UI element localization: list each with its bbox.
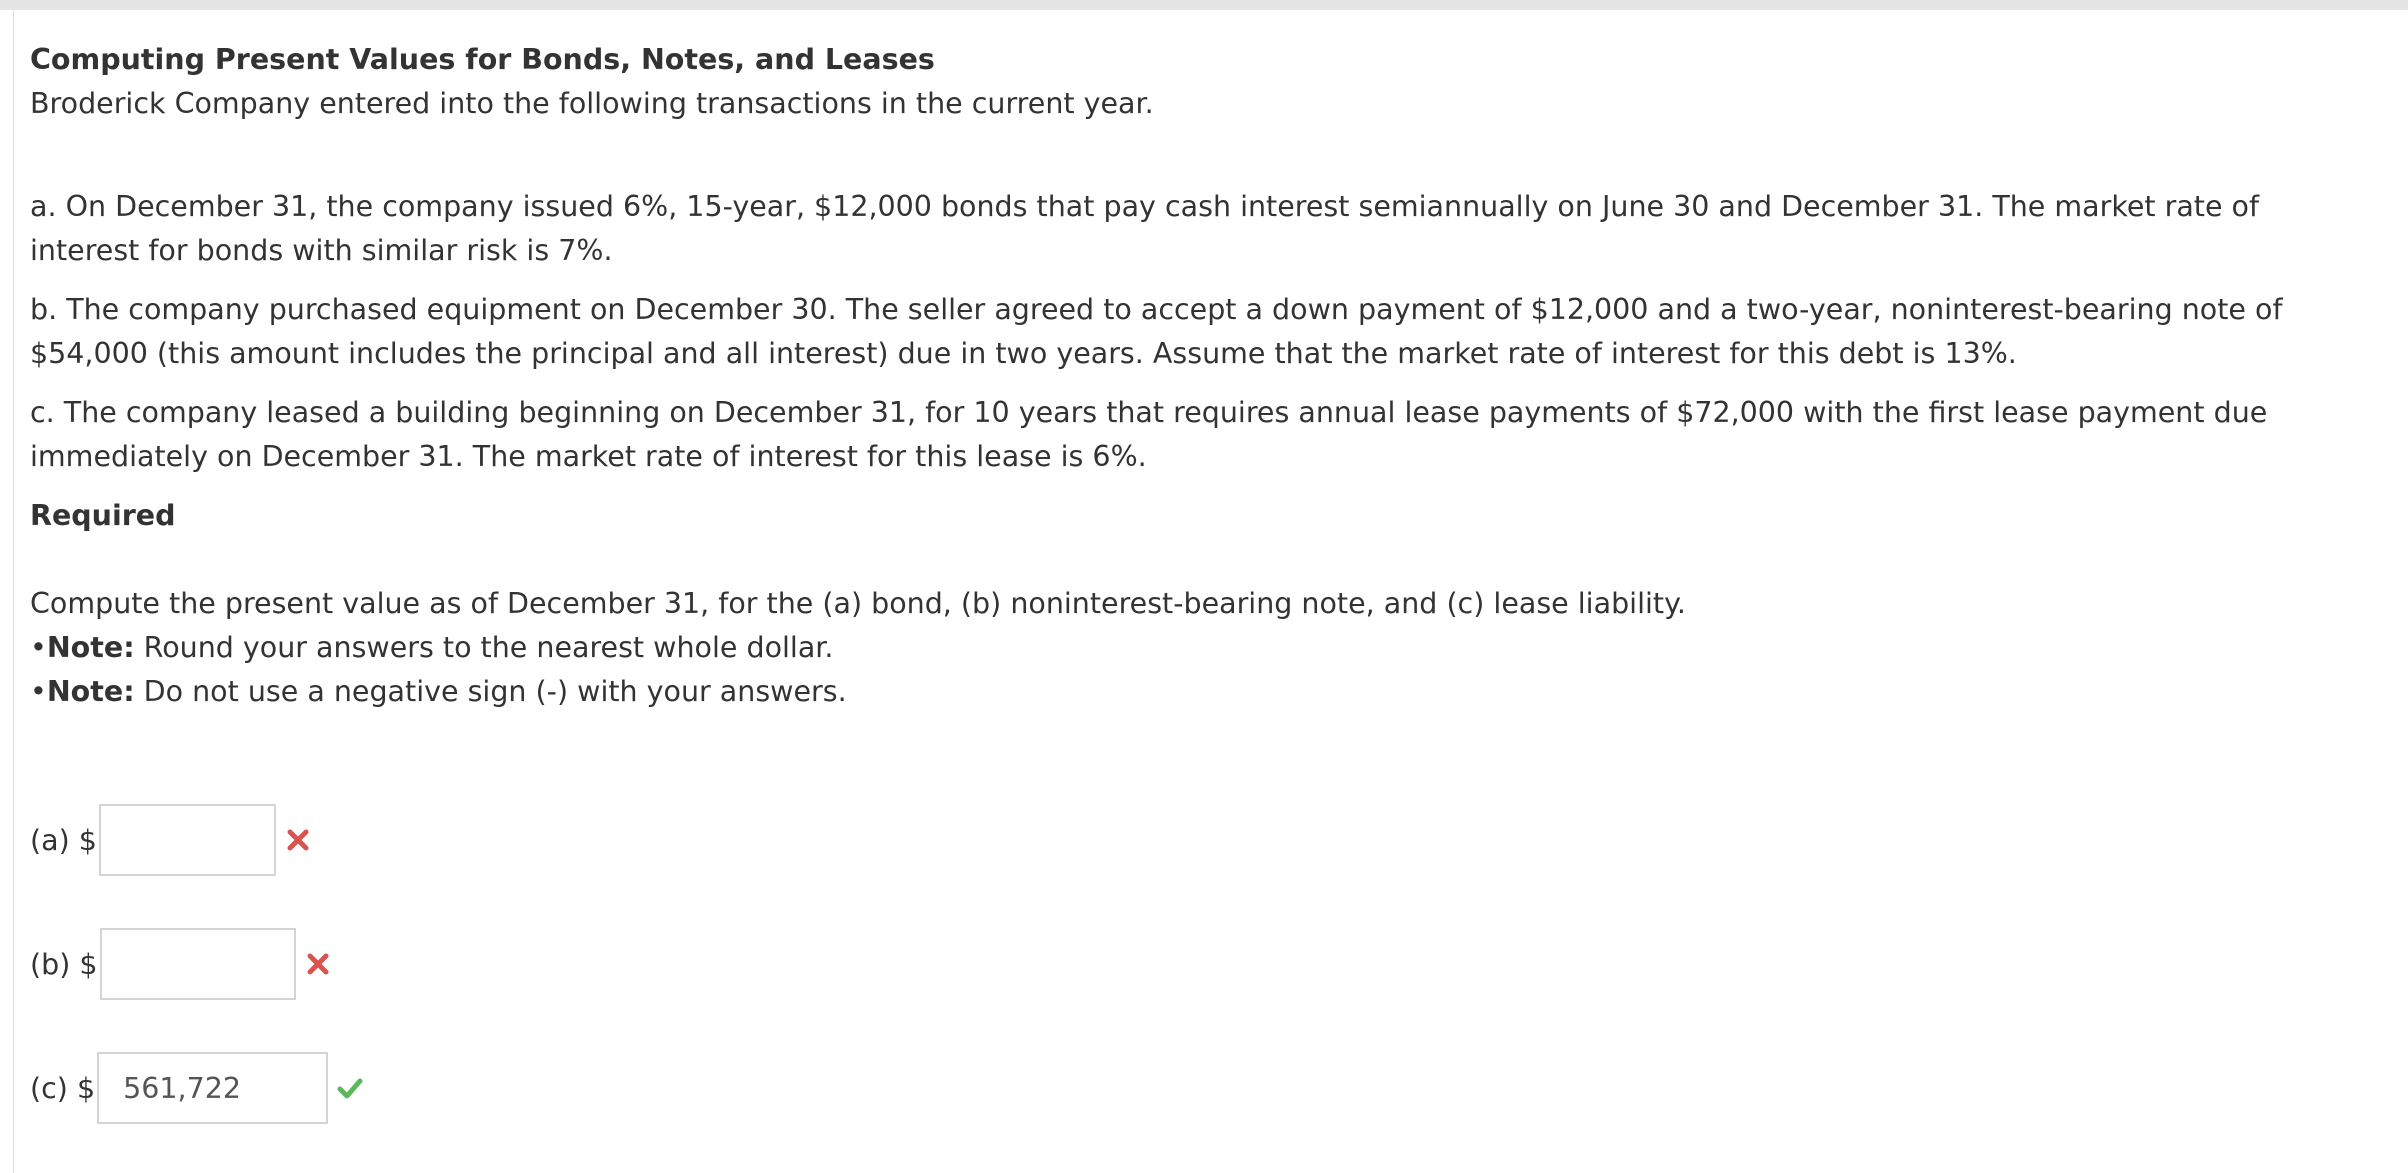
answer-b-label: (b) $: [30, 947, 98, 981]
note-label: Note:: [46, 631, 135, 664]
instruction-block: [30, 582, 2360, 714]
top-border-strip: [0, 0, 2408, 10]
problem-title: Computing Present Values for Bonds, Notes, and Leases: [30, 43, 935, 76]
answer-c-label: (c) $: [30, 1071, 96, 1105]
check-mark-icon: [336, 1074, 364, 1102]
answer-c-input[interactable]: [97, 1052, 328, 1124]
note-bullet: •: [30, 675, 47, 708]
note-text: Round your answers to the nearest whole dollar.: [134, 631, 834, 664]
answers-section: [30, 804, 630, 1134]
answer-b-input[interactable]: [100, 928, 296, 1000]
answer-row-c: [30, 1052, 364, 1124]
note-negative-sign: [30, 670, 2360, 714]
note-rounding: [30, 626, 2360, 670]
x-mark-icon: [304, 950, 332, 978]
answer-a-input[interactable]: [99, 804, 276, 876]
transaction-b: b. The company purchased equipment on December 30. The seller agreed to accept a down payment of $12,000 and a two-year, noninterest-bearing note of $54,000 (this amount includes the principal and all interest) due in two years. Assume that the market rate of interest for this debt is 13%.: [30, 293, 2283, 370]
answer-row-a: [30, 804, 312, 876]
question-content: [30, 38, 2360, 714]
x-mark-icon: [284, 826, 312, 854]
note-label: Note:: [46, 675, 135, 708]
note-text: Do not use a negative sign (-) with your answers.: [134, 675, 847, 708]
transaction-a: a. On December 31, the company issued 6%, 15-year, $12,000 bonds that pay cash interest semiannually on June 30 and December 31. The market rate of interest for bonds with similar risk is 7%.: [30, 190, 2260, 267]
instruction-text: Compute the present value as of December 31, for the (a) bond, (b) noninterest-bearing note, and (c) lease liability.: [30, 587, 1686, 620]
problem-intro: Broderick Company entered into the following transactions in the current year.: [30, 87, 1154, 120]
note-bullet: •: [30, 631, 47, 664]
answer-a-label: (a) $: [30, 823, 97, 857]
answer-row-b: [30, 928, 332, 1000]
required-heading: Required: [30, 499, 176, 532]
transaction-c: c. The company leased a building beginning on December 31, for 10 years that requires annual lease payments of $72,000 with the first lease payment due immediately on December 31. The market rate of interest for this lease is 6%.: [30, 396, 2268, 473]
